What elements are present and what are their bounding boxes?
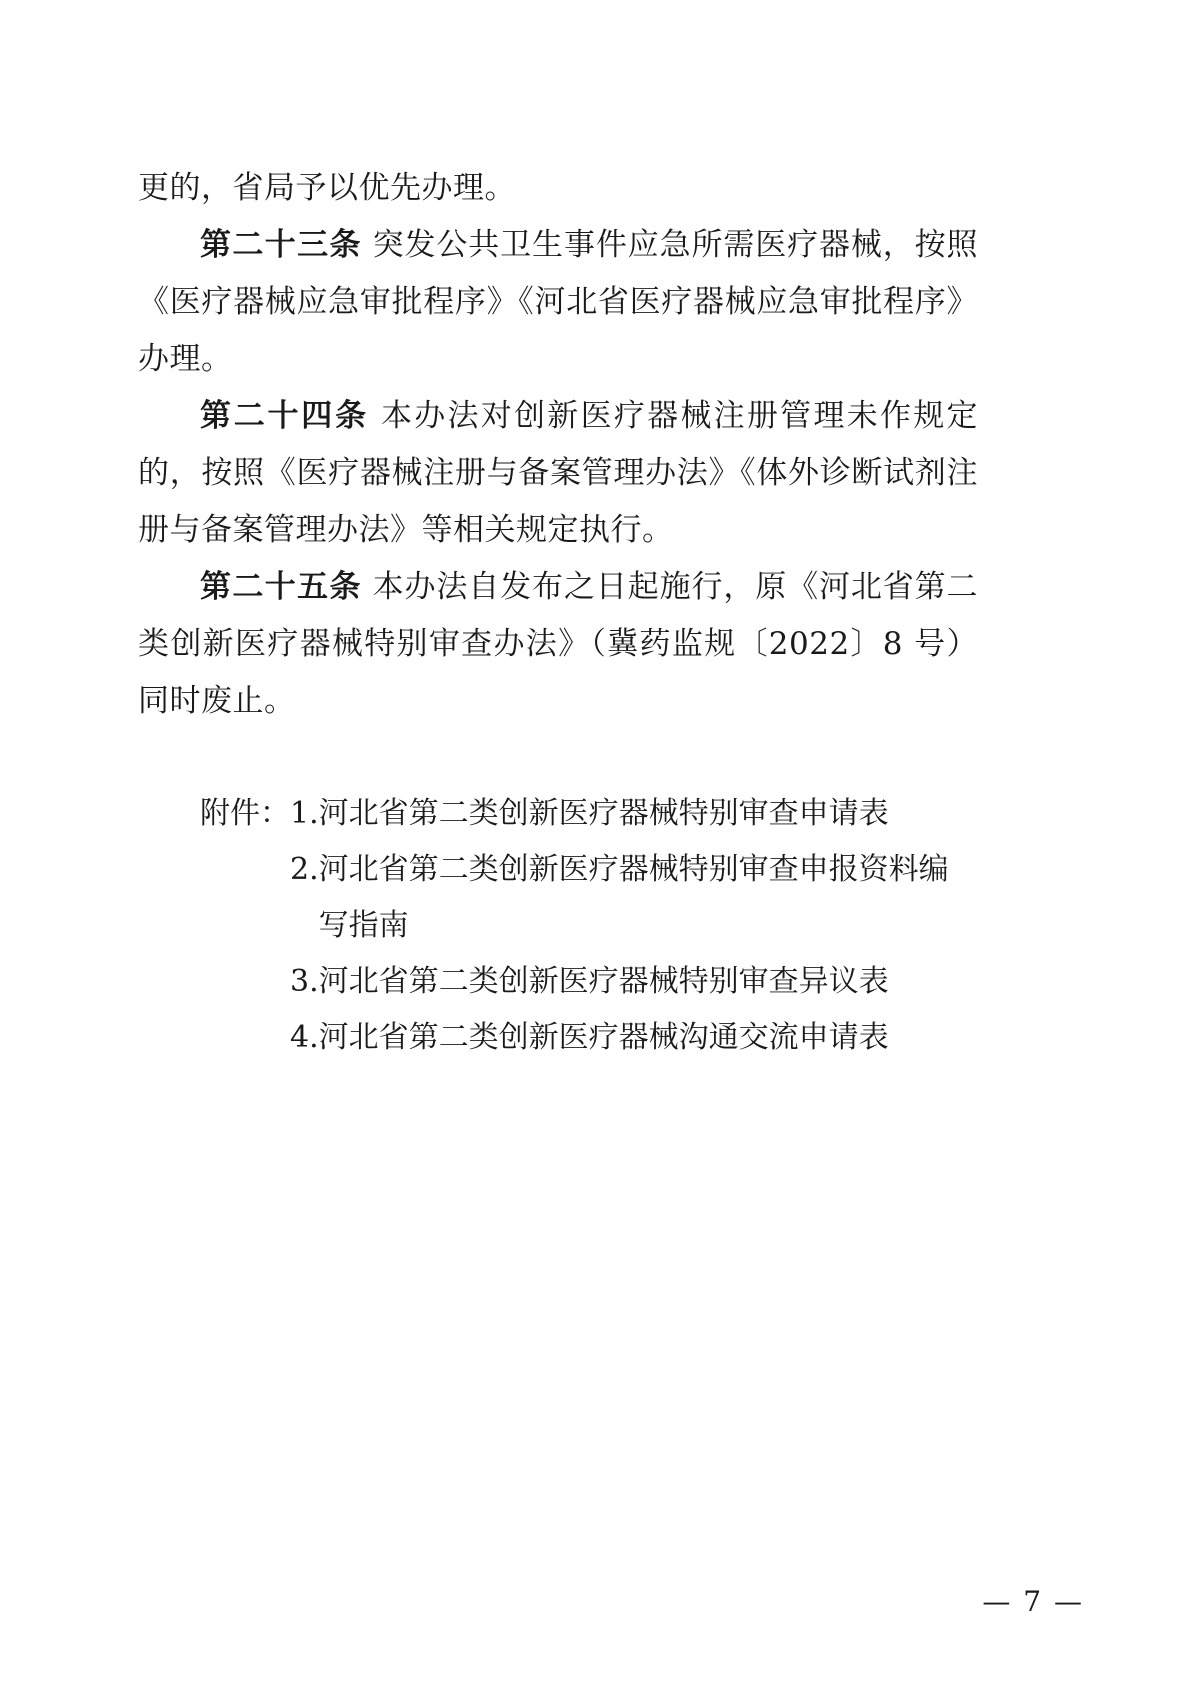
- article-number: 第二十五条: [200, 569, 362, 605]
- attachment-number: 3.: [290, 964, 319, 999]
- attachments-list: [290, 786, 978, 1066]
- list-item: [290, 1010, 978, 1066]
- attachment-title: 河北省第二类创新医疗器械沟通交流申请表: [318, 1020, 889, 1055]
- attachments-header-row: [138, 786, 978, 1066]
- paragraph-text: 突发公共卫生事件应急所需医疗器械，按照《医疗器械应急审批程序》《河北省医疗器械应急审批程序》办理。: [138, 227, 979, 377]
- attachment-number: 4.: [290, 1020, 319, 1055]
- attachment-number: 2.: [290, 852, 319, 887]
- attachments-label: 附件：: [200, 796, 290, 831]
- paragraph-article-23: [138, 217, 978, 388]
- article-number: 第二十四条: [200, 398, 369, 434]
- section-spacer: [138, 730, 978, 786]
- list-item: [290, 842, 978, 954]
- paragraph-text: 本办法自发布之日起施行，原《河北省第二类创新医疗器械特别审查办法》（冀药监规〔2022〕8 号）同时废止。: [138, 569, 979, 719]
- attachments-section: [138, 786, 978, 1066]
- attachment-number: 1.: [290, 796, 319, 831]
- attachment-title: 河北省第二类创新医疗器械特别审查异议表: [318, 964, 889, 999]
- page-number: — 7 —: [982, 1585, 1084, 1618]
- document-body: [138, 160, 978, 1066]
- article-number: 第二十三条: [200, 227, 362, 263]
- paragraph-text: 更的，省局予以优先办理。: [138, 170, 516, 206]
- paragraph-article-24: [138, 388, 978, 559]
- list-item: [290, 786, 978, 842]
- paragraph-article-25: [138, 559, 978, 730]
- attachment-title: 河北省第二类创新医疗器械特别审查申请表: [318, 796, 889, 831]
- paragraph-text: 本办法对创新医疗器械注册管理未作规定的，按照《医疗器械注册与备案管理办法》《体外诊断试剂注册与备案管理办法》等相关规定执行。: [138, 398, 979, 548]
- list-item: [290, 954, 978, 1010]
- attachment-title: 河北省第二类创新医疗器械特别审查申报资料编写指南: [318, 852, 949, 943]
- paragraph-continued: [138, 160, 978, 217]
